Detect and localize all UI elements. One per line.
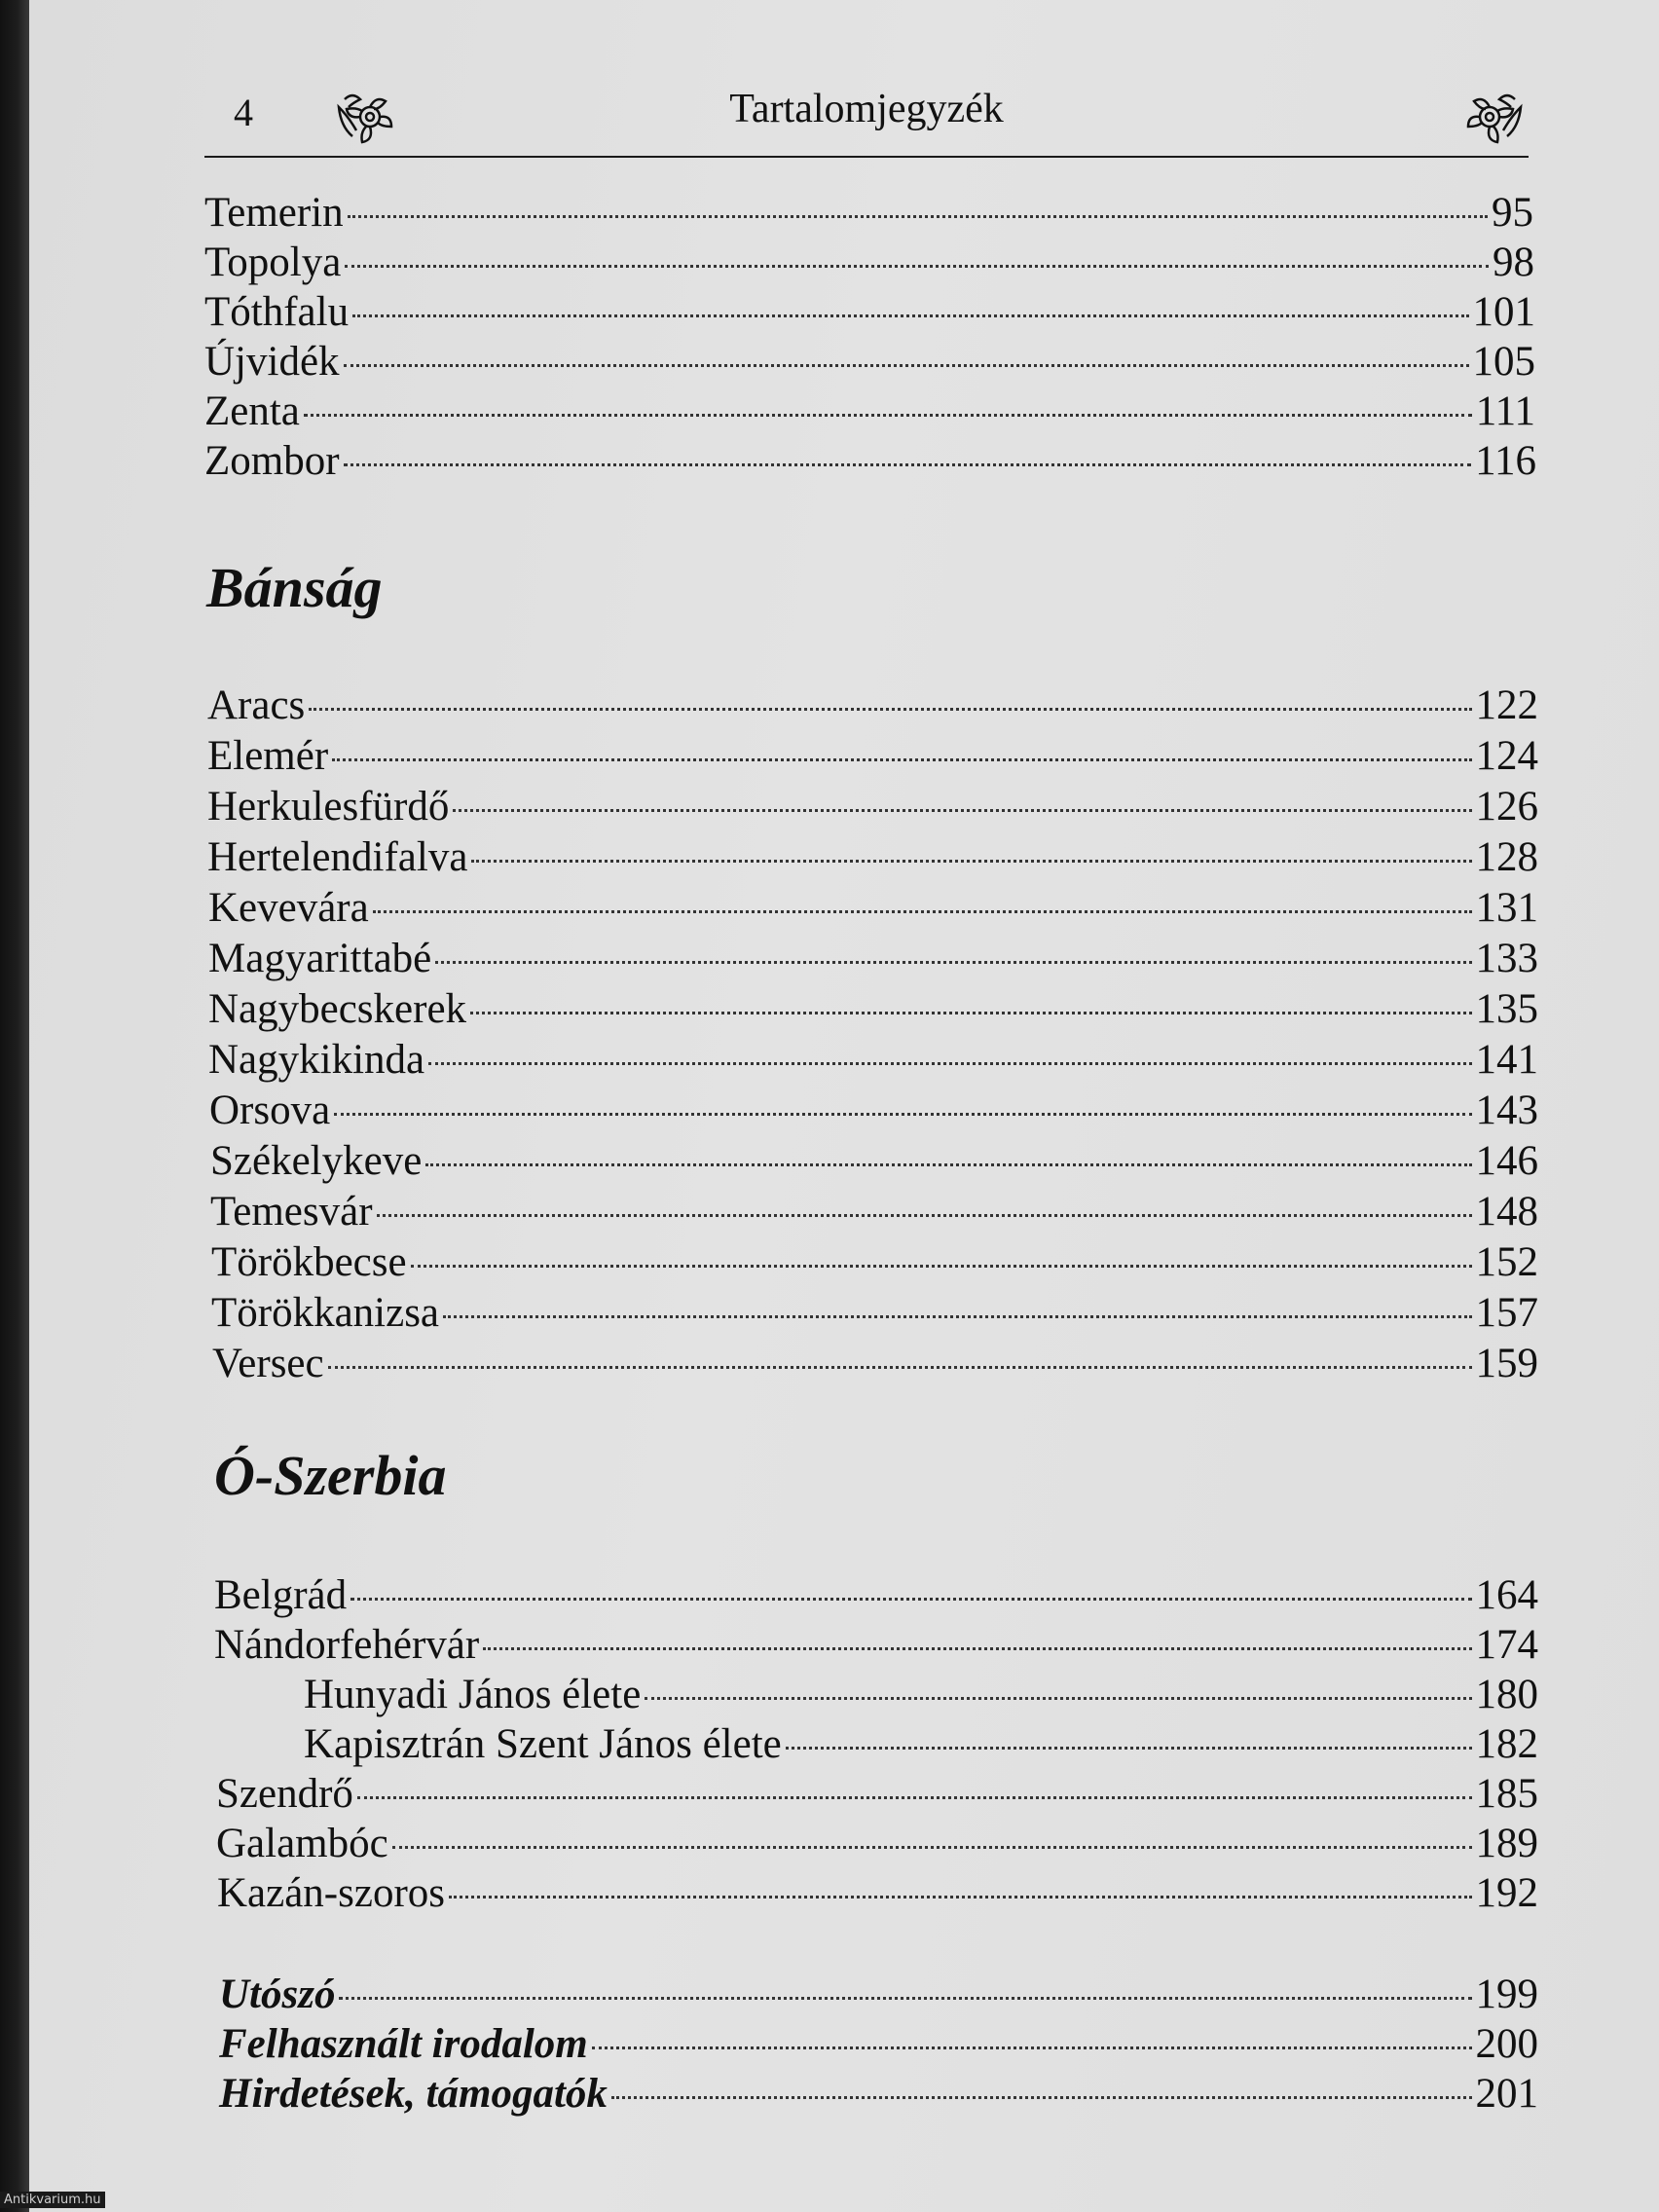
toc-page: 199 bbox=[1475, 1972, 1538, 2017]
toc-entry: Nagykikinda 141 bbox=[208, 1037, 1538, 1083]
leader-dots bbox=[425, 1163, 1471, 1166]
section-title-banat: Bánság bbox=[206, 556, 383, 619]
toc-page: 116 bbox=[1475, 438, 1536, 484]
toc-entry: Szendrő 185 bbox=[216, 1771, 1538, 1817]
toc-entry: Aracs 122 bbox=[207, 682, 1538, 728]
toc-entry: Hertelendifalva 128 bbox=[207, 834, 1538, 880]
toc-entry: Újvidék 105 bbox=[204, 339, 1535, 385]
leader-dots bbox=[483, 1647, 1471, 1650]
toc-entry: Nagybecskerek 135 bbox=[208, 986, 1538, 1032]
toc-entry: Elemér 124 bbox=[207, 733, 1538, 779]
leader-dots bbox=[304, 414, 1472, 417]
toc-page: 126 bbox=[1475, 784, 1538, 830]
leader-dots bbox=[328, 1366, 1472, 1369]
toc-page: 124 bbox=[1475, 733, 1538, 779]
leader-dots bbox=[592, 2046, 1472, 2049]
toc-entry-closing: Felhasznált irodalom 200 bbox=[219, 2021, 1538, 2067]
leader-dots bbox=[435, 961, 1471, 964]
watermark: Antikvarium.hu bbox=[0, 2192, 105, 2208]
leader-dots bbox=[352, 314, 1468, 317]
leader-dots bbox=[345, 265, 1489, 268]
leader-dots bbox=[344, 364, 1469, 367]
flower-ornament-icon bbox=[1460, 88, 1529, 148]
leader-dots bbox=[470, 1012, 1471, 1014]
toc-page: 122 bbox=[1475, 682, 1538, 728]
toc-entry: Orsova 143 bbox=[209, 1088, 1538, 1133]
leader-dots bbox=[428, 1062, 1471, 1065]
leader-dots bbox=[471, 860, 1471, 863]
toc-entry-closing: Hirdetések, támogatók 201 bbox=[219, 2071, 1538, 2117]
toc-entry-closing: Utószó 199 bbox=[219, 1972, 1538, 2017]
toc-page: 148 bbox=[1475, 1189, 1538, 1235]
toc-entry: Temerin 95 bbox=[204, 190, 1533, 236]
toc-entry: Zombor 116 bbox=[204, 438, 1536, 484]
toc-page: 200 bbox=[1475, 2021, 1538, 2067]
toc-page: 157 bbox=[1475, 1290, 1538, 1336]
book-spine-edge bbox=[0, 0, 29, 2212]
toc-page: 159 bbox=[1475, 1341, 1538, 1386]
toc-page: 111 bbox=[1475, 388, 1535, 434]
leader-dots bbox=[449, 1896, 1471, 1899]
leader-dots bbox=[453, 809, 1471, 812]
toc-entry: Galambóc 189 bbox=[216, 1821, 1538, 1866]
toc-entry: Belgrád 164 bbox=[214, 1572, 1538, 1618]
leader-dots bbox=[645, 1697, 1471, 1700]
toc-page: 105 bbox=[1472, 339, 1535, 385]
toc-page: 192 bbox=[1475, 1870, 1538, 1916]
toc-entry: Törökbecse 152 bbox=[211, 1239, 1538, 1285]
toc-entry: Nándorfehérvár 174 bbox=[214, 1622, 1538, 1668]
toc-entry: Székelykeve 146 bbox=[210, 1138, 1538, 1184]
leader-dots bbox=[357, 1796, 1472, 1799]
leader-dots bbox=[611, 2096, 1472, 2099]
toc-page: 135 bbox=[1475, 986, 1538, 1032]
toc-page: 174 bbox=[1475, 1622, 1538, 1668]
toc-entry: Zenta 111 bbox=[204, 388, 1535, 434]
toc-page: 189 bbox=[1475, 1821, 1538, 1866]
toc-entry: Herkulesfürdő 126 bbox=[207, 784, 1538, 830]
toc-page: 152 bbox=[1475, 1239, 1538, 1285]
page-title: Tartalomjegyzék bbox=[729, 87, 1004, 131]
toc-subentry: Hunyadi János élete 180 bbox=[304, 1672, 1538, 1717]
toc-page: 133 bbox=[1475, 936, 1538, 981]
page-header bbox=[204, 78, 1529, 158]
leader-dots bbox=[411, 1265, 1472, 1268]
book-page bbox=[29, 0, 1659, 2212]
page-number: 4 bbox=[234, 91, 253, 134]
toc-entry: Törökkanizsa 157 bbox=[211, 1290, 1538, 1336]
leader-dots bbox=[373, 910, 1472, 913]
toc-page: 182 bbox=[1475, 1721, 1538, 1767]
leader-dots bbox=[443, 1315, 1471, 1318]
leader-dots bbox=[786, 1747, 1472, 1750]
toc-page: 101 bbox=[1472, 289, 1535, 335]
toc-page: 146 bbox=[1475, 1138, 1538, 1184]
leader-dots bbox=[334, 1113, 1471, 1116]
toc-page: 131 bbox=[1475, 885, 1538, 931]
leader-dots bbox=[344, 463, 1472, 466]
toc-entry: Topolya 98 bbox=[204, 240, 1534, 285]
leader-dots bbox=[377, 1214, 1472, 1217]
toc-page: 180 bbox=[1475, 1672, 1538, 1717]
toc-page: 143 bbox=[1475, 1088, 1538, 1133]
toc-page: 95 bbox=[1492, 190, 1533, 236]
leader-dots bbox=[348, 215, 1488, 218]
toc-entry: Temesvár 148 bbox=[210, 1189, 1538, 1235]
toc-entry: Kevevára 131 bbox=[208, 885, 1538, 931]
toc-entry: Kazán-szoros 192 bbox=[217, 1870, 1538, 1916]
toc-page: 185 bbox=[1475, 1771, 1538, 1817]
toc-entry: Tóthfalu 101 bbox=[204, 289, 1535, 335]
leader-dots bbox=[309, 708, 1471, 711]
toc-page: 98 bbox=[1493, 240, 1534, 285]
toc-page: 164 bbox=[1475, 1572, 1538, 1618]
leader-dots bbox=[350, 1598, 1471, 1601]
leader-dots bbox=[332, 758, 1471, 761]
toc-page: 141 bbox=[1475, 1037, 1538, 1083]
toc-subentry: Kapisztrán Szent János élete 182 bbox=[304, 1721, 1538, 1767]
toc-page: 201 bbox=[1475, 2071, 1538, 2117]
leader-dots bbox=[339, 1997, 1471, 2000]
section-title-serbia: Ó-Szerbia bbox=[214, 1444, 447, 1507]
toc-entry: Magyarittabé 133 bbox=[208, 936, 1538, 981]
toc-page: 128 bbox=[1475, 834, 1538, 880]
toc-entry: Versec 159 bbox=[212, 1341, 1538, 1386]
leader-dots bbox=[392, 1846, 1472, 1849]
